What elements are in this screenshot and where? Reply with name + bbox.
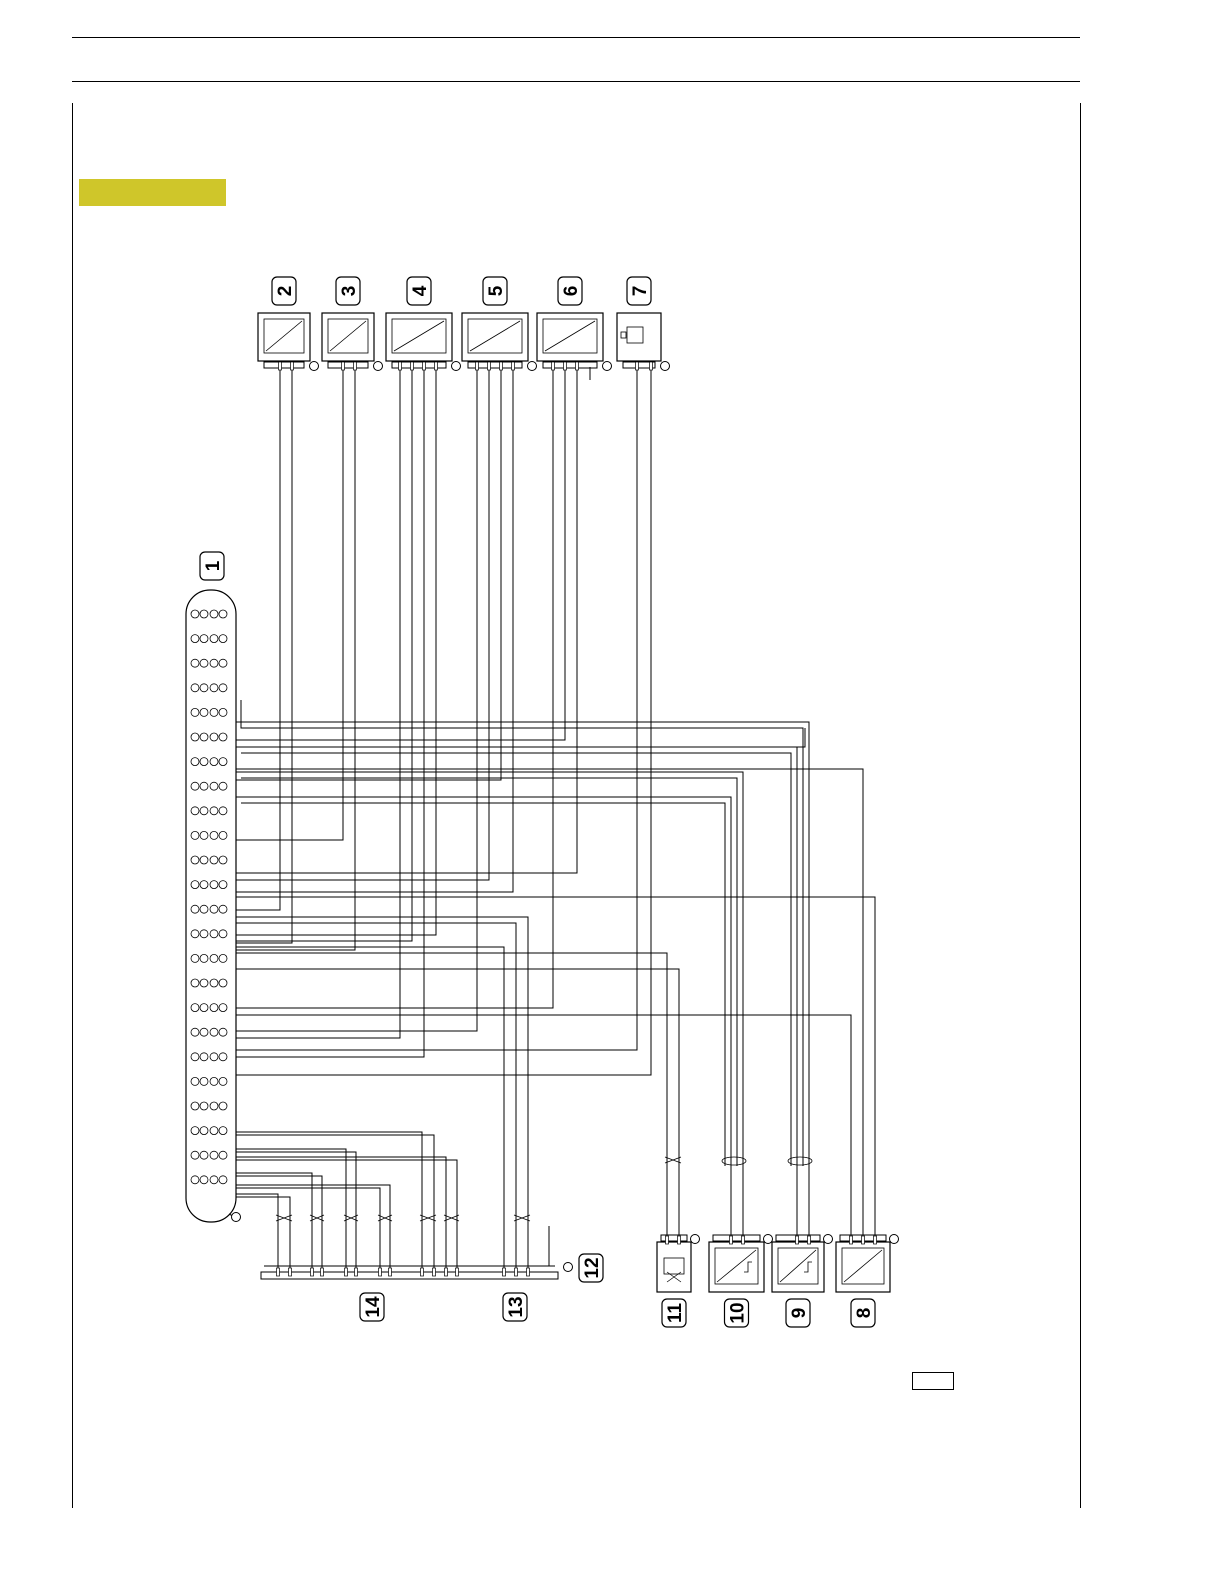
ecu-pin: [200, 930, 208, 938]
right-wire: [204, 969, 679, 1236]
ecu-pin: [200, 635, 208, 643]
ecu-pin: [210, 635, 218, 643]
pin-marker: [421, 1268, 424, 1276]
component-10-plug: [713, 1235, 760, 1241]
ecu-pin: [191, 1053, 199, 1061]
ground-terminal: [452, 362, 461, 371]
ecu-pin: [191, 708, 199, 716]
ecu-pin: [219, 1077, 227, 1085]
shield-wire: [241, 803, 725, 1166]
ecu-pin: [219, 807, 227, 815]
ground-terminal: [232, 1213, 241, 1222]
component-9-sensor: [772, 1242, 824, 1292]
sensor-housing: [322, 313, 374, 361]
ground-terminal: [603, 362, 612, 371]
ecu-pin: [219, 1127, 227, 1135]
component-label-13: [503, 1293, 527, 1321]
ecu-pin: [219, 684, 227, 692]
ecu-pin: [210, 610, 218, 618]
pin-marker: [742, 1236, 745, 1244]
sensor-housing: [709, 1242, 764, 1292]
ecu-pin: [191, 1151, 199, 1159]
ecu-pin: [200, 684, 208, 692]
component-label-text-10: 10: [727, 1302, 749, 1324]
ecu-pin: [200, 708, 208, 716]
pin-marker: [289, 1268, 292, 1276]
ecu-pin: [191, 684, 199, 692]
ecu-pin: [191, 758, 199, 766]
pin-marker: [277, 1268, 280, 1276]
component-label-text-11: 11: [665, 1302, 686, 1324]
ecu-pin: [200, 1077, 208, 1085]
component-label-text-14: 14: [363, 1296, 384, 1318]
ecu-pin: [219, 659, 227, 667]
ecu-pin: [219, 979, 227, 987]
ecu-pin: [210, 1176, 218, 1184]
ecu-pin: [200, 610, 208, 618]
pin-marker: [576, 362, 579, 370]
ecu-pin: [210, 1053, 218, 1061]
ground-terminal: [564, 1263, 573, 1272]
switch-housing: [617, 313, 661, 361]
top-wire: [204, 370, 436, 935]
ecu-pin: [210, 758, 218, 766]
pin-marker: [552, 362, 555, 370]
component-label-9: [786, 1299, 810, 1327]
ecu-pin: [191, 782, 199, 790]
ecu-pin: [210, 684, 218, 692]
component-11-plug: [661, 1235, 687, 1241]
component-label-text-9: 9: [789, 1307, 810, 1319]
ecu-pin: [210, 1151, 218, 1159]
pin-marker: [423, 362, 426, 370]
ecu-pin: [219, 930, 227, 938]
pin-marker: [355, 1268, 358, 1276]
ecu-pin: [191, 659, 199, 667]
ecu-pin: [191, 905, 199, 913]
ecu-pin: [200, 1004, 208, 1012]
pin-marker: [399, 362, 402, 370]
ground-terminal: [310, 362, 319, 371]
ecu-pin: [210, 881, 218, 889]
top-wire: [204, 370, 577, 873]
pin-marker: [636, 362, 639, 370]
ecu-pin: [210, 1127, 218, 1135]
component-7-switch: [617, 313, 661, 361]
ecu-pin: [200, 733, 208, 741]
component-8-sensor: [836, 1242, 890, 1292]
component-label-text-3: 3: [339, 285, 360, 297]
ecu-pin: [219, 610, 227, 618]
shield-wire: [241, 728, 805, 747]
ecu-pin: [210, 659, 218, 667]
ecu-pin: [219, 856, 227, 864]
bottom-wire: [223, 911, 528, 1268]
sensor-housing: [772, 1242, 824, 1292]
component-2-plug: [264, 362, 304, 368]
ecu-pin: [219, 758, 227, 766]
pin-marker: [650, 362, 653, 370]
bottom-wire: [214, 1151, 446, 1268]
pin-marker: [456, 1268, 459, 1276]
ecu-pin: [200, 782, 208, 790]
ecu-pin: [219, 831, 227, 839]
ecu-pin: [191, 954, 199, 962]
ecu-pin: [200, 954, 208, 962]
pin-marker: [500, 362, 503, 370]
component-5-sensor: [462, 313, 528, 361]
ecu-pin: [191, 807, 199, 815]
top-wire: [214, 370, 501, 780]
top-wire: [223, 370, 424, 1057]
ecu-pin: [219, 1053, 227, 1061]
pin-marker: [321, 1268, 324, 1276]
component-label-10: [725, 1299, 749, 1327]
ecu-pin: [200, 1151, 208, 1159]
ecu-connector-1: [186, 590, 236, 1222]
ground-terminal: [528, 362, 537, 371]
top-wire: [214, 370, 412, 941]
ecu-pin: [200, 856, 208, 864]
pin-marker: [503, 1268, 506, 1276]
right-wire: [214, 769, 863, 1236]
component-2-sensor: [258, 313, 310, 361]
pin-marker: [850, 1236, 853, 1244]
ecu-pin: [191, 831, 199, 839]
component-label-3: [336, 277, 360, 305]
pin-marker: [730, 1236, 733, 1244]
ecu-pin: [219, 1004, 227, 1012]
top-wire: [214, 370, 637, 1050]
component-6-plug: [543, 362, 597, 368]
shield-mark: [722, 1157, 746, 1165]
pin-marker: [354, 362, 357, 370]
pin-marker: [515, 1268, 518, 1276]
ecu-pin: [219, 881, 227, 889]
pin-marker: [862, 1236, 865, 1244]
ecu-pin: [210, 708, 218, 716]
ground-terminal: [824, 1235, 833, 1244]
ecu-pin: [200, 881, 208, 889]
component-label-text-4: 4: [410, 285, 431, 297]
ecu-pin: [200, 1176, 208, 1184]
bottom-wire: [223, 1129, 434, 1268]
ecu-pin: [200, 1102, 208, 1110]
component-label-4: [407, 277, 431, 305]
sensor-housing: [462, 313, 528, 361]
shield-mark: [788, 1157, 812, 1165]
ecu-pin: [191, 1077, 199, 1085]
pin-marker: [411, 362, 414, 370]
ecu-pin: [200, 905, 208, 913]
connector-12-bar: [261, 1272, 558, 1279]
bottom-wire: [223, 1179, 390, 1268]
ecu-pin: [219, 905, 227, 913]
ground-terminal: [661, 362, 670, 371]
ecu-pin: [210, 807, 218, 815]
components-layer: [200, 277, 899, 1327]
component-label-text-8: 8: [854, 1307, 875, 1319]
ecu-pin: [200, 831, 208, 839]
ecu-pin: [210, 1004, 218, 1012]
right-wire: [214, 722, 809, 1236]
bottom-wire: [204, 917, 516, 1268]
sensor-housing: [386, 313, 452, 361]
ecu-pin: [191, 856, 199, 864]
pin-marker: [808, 1236, 811, 1244]
pin-marker: [311, 1268, 314, 1276]
ecu-pin: [200, 807, 208, 815]
ecu-pin: [219, 1028, 227, 1036]
pin-marker: [379, 1268, 382, 1276]
ecu-pin: [210, 1102, 218, 1110]
pin-marker: [389, 1268, 392, 1276]
right-wire: [214, 953, 667, 1236]
ecu-pin: [210, 733, 218, 741]
pin-marker: [345, 1268, 348, 1276]
right-wire: [223, 1015, 851, 1236]
pin-marker: [527, 1268, 530, 1276]
ecu-pin: [200, 1028, 208, 1036]
ecu-pin: [219, 1151, 227, 1159]
component-3-sensor: [322, 313, 374, 361]
ecu-pin: [210, 1028, 218, 1036]
component-label-text-2: 2: [275, 285, 296, 297]
component-label-text-13: 13: [506, 1296, 527, 1318]
pin-marker: [279, 362, 282, 370]
component-label-text-12: 12: [582, 1257, 603, 1279]
top-wire: [204, 370, 513, 892]
bottom-wire: [214, 1182, 380, 1268]
component-label-2: [272, 277, 296, 305]
ecu-pin: [219, 635, 227, 643]
component-6-sensor: [537, 313, 603, 361]
component-label-text-7: 7: [630, 285, 651, 297]
ecu-pin: [210, 782, 218, 790]
ecu-pin: [210, 856, 218, 864]
ecu-pin: [200, 979, 208, 987]
pin-marker: [796, 1236, 799, 1244]
pin-marker: [435, 362, 438, 370]
component-label-6: [558, 277, 582, 305]
ecu-pin: [210, 1077, 218, 1085]
ecu-pin: [200, 659, 208, 667]
ecu-pin: [200, 758, 208, 766]
right-wire: [204, 772, 743, 1236]
ecu-pin: [200, 1127, 208, 1135]
ecu-pin: [191, 610, 199, 618]
pin-marker: [488, 362, 491, 370]
ecu-pin: [210, 905, 218, 913]
ecu-pin: [210, 954, 218, 962]
component-label-1: [200, 552, 224, 580]
component-label-8: [851, 1299, 875, 1327]
pin-marker: [666, 1236, 669, 1244]
component-label-text-5: 5: [486, 285, 507, 297]
sensor-housing: [836, 1242, 890, 1292]
component-label-text-1: 1: [203, 560, 224, 572]
component-label-12: [579, 1254, 603, 1282]
ecu-pin: [191, 1176, 199, 1184]
component-11-actuator: [657, 1242, 691, 1292]
ecu-pin: [200, 1053, 208, 1061]
ecu-pin: [210, 831, 218, 839]
ecu-pin: [219, 708, 227, 716]
pin-marker: [445, 1268, 448, 1276]
ground-terminal: [374, 362, 383, 371]
component-4-sensor: [386, 313, 452, 361]
pin-marker: [512, 362, 515, 370]
ecu-pin: [210, 979, 218, 987]
component-label-5: [483, 277, 507, 305]
ecu-pin: [210, 930, 218, 938]
ecu-pin: [191, 635, 199, 643]
top-wire: [223, 370, 553, 1008]
ecu-pin: [191, 1127, 199, 1135]
ecu-pin: [191, 733, 199, 741]
ecu-pin: [219, 733, 227, 741]
pin-marker: [476, 362, 479, 370]
ecu-pin: [191, 1004, 199, 1012]
sensor-housing: [258, 313, 310, 361]
sensor-housing: [537, 313, 603, 361]
pin-marker: [291, 362, 294, 370]
ecu-pin: [219, 954, 227, 962]
wire-harness: [195, 370, 875, 1268]
shield-wire: [241, 700, 803, 1166]
component-label-7: [627, 277, 651, 305]
ecu-pin: [191, 1102, 199, 1110]
pin-marker: [564, 362, 567, 370]
pin-marker: [678, 1236, 681, 1244]
pin-marker: [433, 1268, 436, 1276]
right-wire: [204, 747, 797, 1236]
component-10-sensor: [709, 1242, 764, 1292]
top-wire: [214, 370, 477, 1031]
pin-marker: [342, 362, 345, 370]
ground-terminal: [691, 1235, 700, 1244]
bottom-wire: [214, 941, 504, 1268]
component-label-14: [360, 1293, 384, 1321]
component-label-11: [662, 1299, 686, 1327]
ecu-pin: [191, 1028, 199, 1036]
ecu-pin: [219, 1176, 227, 1184]
pin-marker: [874, 1236, 877, 1244]
actuator-housing: [657, 1242, 691, 1292]
ground-terminal: [764, 1235, 773, 1244]
ecu-pin: [219, 1102, 227, 1110]
ecu-pin: [219, 782, 227, 790]
ecu-pin: [191, 979, 199, 987]
ecu-pin: [191, 930, 199, 938]
component-label-text-6: 6: [561, 285, 582, 297]
top-wire: [214, 370, 565, 740]
ground-terminal: [890, 1235, 899, 1244]
ecu-pin: [191, 881, 199, 889]
component-3-plug: [328, 362, 368, 368]
